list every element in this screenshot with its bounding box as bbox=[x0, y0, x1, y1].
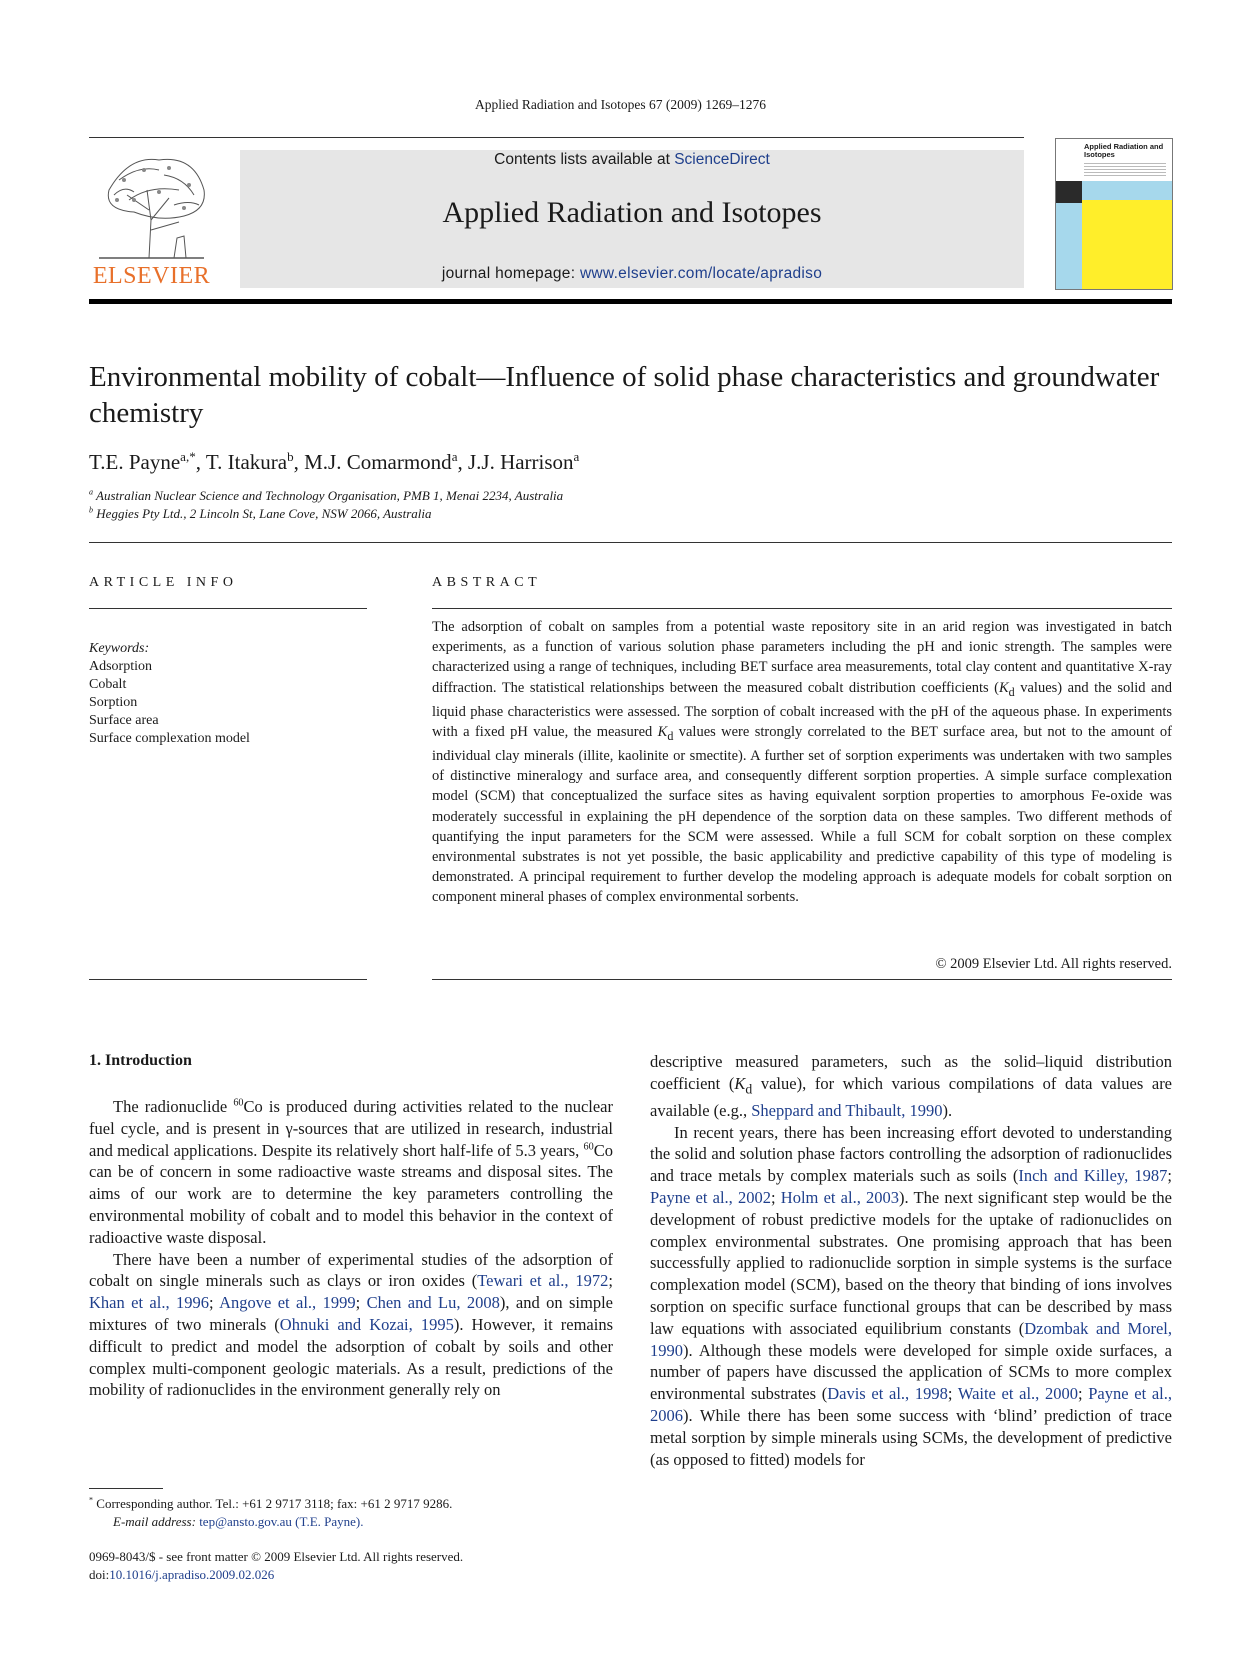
abstract-rule bbox=[432, 608, 1172, 609]
article-info-rule bbox=[89, 608, 367, 609]
citation-link[interactable]: Tewari et al., 1972 bbox=[477, 1271, 609, 1291]
text-segment: descriptive measured parameters, such as the solid–liquid distribution coefficient ( bbox=[650, 1052, 1172, 1093]
footnote-rule bbox=[89, 1488, 163, 1489]
author-name[interactable]: J.J. Harrison bbox=[467, 450, 574, 474]
article-info-end-rule bbox=[89, 979, 367, 980]
text-segment: ). While there has been some success with ‘blind’ prediction of trace metal sorption by simple minerals using SCMs, the development of predictive (as opposed to fitted) models for bbox=[650, 1406, 1172, 1469]
keywords-block bbox=[89, 640, 250, 748]
section-heading: 1. Introduction bbox=[89, 1052, 192, 1069]
issn-line: 0969-8043/$ - see front matter © 2009 Elsevier Ltd. All rights reserved. bbox=[89, 1549, 464, 1564]
abstract-segment: values were strongly correlated to the BET surface area, but not to the amount of individual clay minerals (illite, kaolinite or smectite). A further set of sorption experiments was undertaken with two samples of distinctive mineralogy and surface area, and consequently different sorption properties. A simple surface complexation model (SCM) that conceptualized the surface sites as having equivalent sorption properties to amorphous Fe-oxide was moderately successful in explaining the pH dependence of the sorption data on these samples. Two different methods of quantifying the input parameters for the SCM were assessed. While a full SCM for cobalt sorption on these complex environmental substrates is not yet possible, the basic applicability and predictive capability of this type of modeling is demonstrated. A principal requirement to further develop the modeling approach is adequate models for cobalt sorption on component mineral phases of complex environmental sorbents. bbox=[432, 723, 1172, 906]
text-segment: ). The next significant step would be the development of robust predictive models for the uptake of radionuclides on complex environmental substrates. One promising approach that has been successfully applied to radionuclide sorption in simple systems is the surface complexation model (SCM), based on the theory that binding of ions involves sorption on specific surface functional groups that can be described by mass law equations with associated equilibrium constants ( bbox=[650, 1188, 1173, 1338]
contents-prefix: Contents lists available at bbox=[494, 151, 675, 168]
cover-small-print bbox=[1084, 163, 1166, 177]
author-affil-mark[interactable]: a,* bbox=[180, 449, 196, 464]
isotope-mass: 60 bbox=[233, 1097, 244, 1109]
abstract-end-rule bbox=[432, 979, 1172, 980]
citation-link[interactable]: Waite et al., 2000 bbox=[957, 1384, 1078, 1404]
article-info-heading: ARTICLE INFO bbox=[89, 575, 238, 590]
author-affil-mark[interactable]: a bbox=[573, 449, 580, 464]
affiliation-text: Australian Nuclear Science and Technology Organisation, PMB 1, Menai 2234, Australia bbox=[96, 488, 564, 503]
citation-link[interactable]: Dzombak and Morel, 1990 bbox=[650, 1318, 1173, 1360]
kd-symbol: K bbox=[734, 1073, 746, 1093]
keyword: Cobalt bbox=[89, 677, 127, 692]
text-segment: value), for which various compilations of data values are available (e.g., bbox=[650, 1073, 1173, 1120]
paragraph bbox=[89, 1096, 613, 1249]
running-head: Applied Radiation and Isotopes 67 (2009) 1269–1276 bbox=[475, 97, 766, 112]
citation-link[interactable]: Inch and Killey, 1987 bbox=[1018, 1166, 1168, 1186]
citation-link[interactable]: Ohnuki and Kozai, 1995 bbox=[279, 1314, 454, 1334]
text-segment: ). Although these models were developed for simple oxide surfaces, a number of papers have discussed the application of SCMs to more complex environmental substrates ( bbox=[650, 1340, 1172, 1404]
affiliation bbox=[89, 488, 563, 504]
masthead-thick-rule bbox=[89, 299, 1172, 304]
abstract-segment: values) and the solid and liquid phase characteristics were assessed. The sorption of cobalt increased with the pH of the aqueous phase. In experiments with a fixed pH value, the measured bbox=[432, 679, 1172, 740]
keywords-label: Keywords: bbox=[89, 641, 150, 656]
affiliation-rule bbox=[89, 542, 1172, 543]
elsevier-logo[interactable] bbox=[89, 150, 214, 290]
author-name[interactable]: T. Itakura bbox=[205, 450, 288, 474]
sciencedirect-link[interactable]: ScienceDirect bbox=[674, 151, 770, 168]
doi-link[interactable]: 10.1016/j.apradiso.2009.02.026 bbox=[109, 1567, 275, 1582]
author-name[interactable]: T.E. Payne bbox=[89, 450, 181, 474]
keyword: Adsorption bbox=[89, 659, 152, 674]
affiliation bbox=[89, 506, 432, 522]
paragraph: There have been a number of experimental studies of the adsorption of cobalt on single minerals such as clays or iron oxides (Tewari et al., 1972; Khan et al., 1996; Angove et al., 1999; Chen and Lu, 2008), and on simple mixtures of two minerals (Ohnuki and Kozai, 1995). However, it remains difficult to predict and model the adsorption of cobalt by soils and other complex multi-component geologic materials. As a result, predictions of the mobility of radionuclides in the environment generally rely on bbox=[89, 1249, 613, 1400]
journal-masthead bbox=[240, 150, 1024, 288]
text-segment: In recent years, there has been increasing effort devoted to understanding the solid and solution phase factors controlling the adsorption of radionuclides and trace metals by complex materials such as soils ( bbox=[650, 1122, 1172, 1186]
body-column-right bbox=[650, 1051, 1172, 1470]
citation-link[interactable]: Angove et al., 1999 bbox=[219, 1293, 356, 1313]
author-name[interactable]: M.J. Comarmond bbox=[304, 450, 452, 474]
kd-subscript: d bbox=[667, 728, 674, 743]
abstract-heading: ABSTRACT bbox=[432, 575, 542, 590]
text-segment: The radionuclide bbox=[113, 1097, 234, 1116]
kd-symbol: K bbox=[999, 679, 1009, 696]
citation-link[interactable]: Chen and Lu, 2008 bbox=[366, 1293, 500, 1313]
email-link[interactable]: tep@ansto.gov.au (T.E. Payne). bbox=[199, 1514, 364, 1529]
author-list: T.E. Payne$^{a,*}$, T. Itakura$^b$, M.J. Comarmond$^a$, J.J. Harrison$^a$ bbox=[89, 449, 580, 474]
paragraph bbox=[650, 1051, 1172, 1122]
contents-line bbox=[240, 151, 1024, 169]
affiliation-text: Heggies Pty Ltd., 2 Lincoln St, Lane Cove, NSW 2066, Australia bbox=[96, 506, 432, 521]
homepage-line bbox=[240, 265, 1024, 283]
citation-link[interactable]: Holm et al., 2003 bbox=[780, 1188, 900, 1208]
text-segment: There have been a number of experimental studies of the adsorption of cobalt on single minerals such as clays or iron oxides ( bbox=[89, 1249, 613, 1291]
cover-yellow-band bbox=[1082, 200, 1172, 289]
homepage-prefix: journal homepage: bbox=[441, 265, 580, 282]
isotope-mass: 60 bbox=[583, 1141, 594, 1153]
cover-title: Applied Radiation and Isotopes bbox=[1084, 142, 1164, 159]
footnote-mark: * bbox=[89, 1495, 94, 1505]
affiliation-mark: b bbox=[89, 505, 94, 515]
abstract-text bbox=[432, 617, 1172, 908]
cover-image bbox=[1056, 181, 1082, 203]
citation-link[interactable]: Davis et al., 1998 bbox=[827, 1384, 948, 1404]
citation-link[interactable]: Payne et al., 2002 bbox=[650, 1188, 771, 1208]
kd-subscript: d bbox=[1008, 684, 1015, 699]
keyword: Sorption bbox=[89, 695, 138, 710]
text-segment: Co is produced during activities related to the nuclear fuel cycle, and is present in γ-sources that are utilized in research, industrial and medical applications. Despite its relatively short half-life of 5.3 years, bbox=[89, 1097, 613, 1160]
elsevier-wordmark: ELSEVIER bbox=[92, 263, 211, 289]
front-matter bbox=[89, 1548, 463, 1584]
journal-title: Applied Radiation and Isotopes bbox=[442, 196, 822, 229]
body-column-left bbox=[89, 1096, 613, 1401]
abstract-copyright: © 2009 Elsevier Ltd. All rights reserved. bbox=[935, 956, 1172, 972]
text-segment: ). bbox=[942, 1100, 953, 1120]
citation-link[interactable]: Payne et al., 2006 bbox=[650, 1384, 1172, 1426]
keyword: Surface area bbox=[89, 713, 159, 728]
journal-cover-thumbnail[interactable] bbox=[1055, 138, 1173, 290]
header-rule bbox=[89, 137, 1024, 138]
footnote-contact: Corresponding author. Tel.: +61 2 9717 3118; fax: +61 2 9717 9286. bbox=[96, 1496, 453, 1511]
citation-link[interactable]: Khan et al., 1996 bbox=[89, 1293, 209, 1313]
homepage-link[interactable]: www.elsevier.com/locate/apradiso bbox=[579, 265, 823, 282]
article-title: Environmental mobility of cobalt—Influence of solid phase characteristics and groundwater chemistry bbox=[89, 361, 1160, 429]
kd-symbol: K bbox=[657, 723, 668, 740]
paragraph: In recent years, there has been increasing effort devoted to understanding the solid and solution phase factors controlling the adsorption of radionuclides and trace metals by complex materials such as soils (Inch and Killey, 1987; Payne et al., 2002; Holm et al., 2003). The next significant step would be the development of robust predictive models for the uptake of radionuclides on complex environmental substrates. One promising approach that has been successfully applied to radionuclide sorption in simple systems is the surface complexation model (SCM), based on the theory that binding of ions involves sorption on specific surface functional groups that can be described by mass law equations with associated equilibrium constants (Dzombak and Morel, 1990). Although these models were developed for simple oxide surfaces, a number of papers have discussed the application of SCMs to more complex environmental substrates (Davis et al., 1998; Waite et al., 2000; Payne et al., 2006). While there has been some success with ‘blind’ prediction of trace metal sorption by simple minerals using SCMs, the development of predictive (as opposed to fitted) models for bbox=[650, 1122, 1173, 1469]
citation-link[interactable]: Sheppard and Thibault, 1990 bbox=[751, 1100, 943, 1120]
keyword: Surface complexation model bbox=[89, 731, 250, 746]
doi-label: doi: bbox=[89, 1567, 110, 1582]
tree-icon bbox=[89, 150, 214, 260]
kd-subscript: d bbox=[745, 1081, 753, 1097]
text-segment: Co can be of concern in some radioactive waste streams and disposal sites. The aims of our work are to determine the key parameters controlling the environmental mobility of cobalt and to model this behavior in the context of radioactive waste disposal. bbox=[89, 1140, 613, 1247]
affiliation-mark: a bbox=[89, 487, 94, 497]
text-segment: ), and on simple mixtures of two minerals ( bbox=[89, 1293, 613, 1334]
text-segment: ). However, it remains difficult to predict and model the adsorption of cobalt by soils and other complex multi-component geologic materials. As a result, predictions of the mobility of radionuclides in the environment generally rely on bbox=[89, 1314, 613, 1400]
corresponding-author-footnote bbox=[89, 1495, 649, 1531]
author-affil-mark[interactable]: b bbox=[287, 449, 294, 464]
abstract-segment: The adsorption of cobalt on samples from a potential waste repository site in an arid region was investigated in batch experiments, as a function of various solution phase parameters including the pH and ionic strength. The samples were characterized using a range of techniques, including BET surface area measurements, total clay content and quantitative X-ray diffraction. The statistical relationships between the measured cobalt distribution coefficients ( bbox=[432, 619, 1172, 696]
author-affil-mark[interactable]: a bbox=[451, 449, 458, 464]
email-label: E-mail address: bbox=[113, 1514, 200, 1529]
